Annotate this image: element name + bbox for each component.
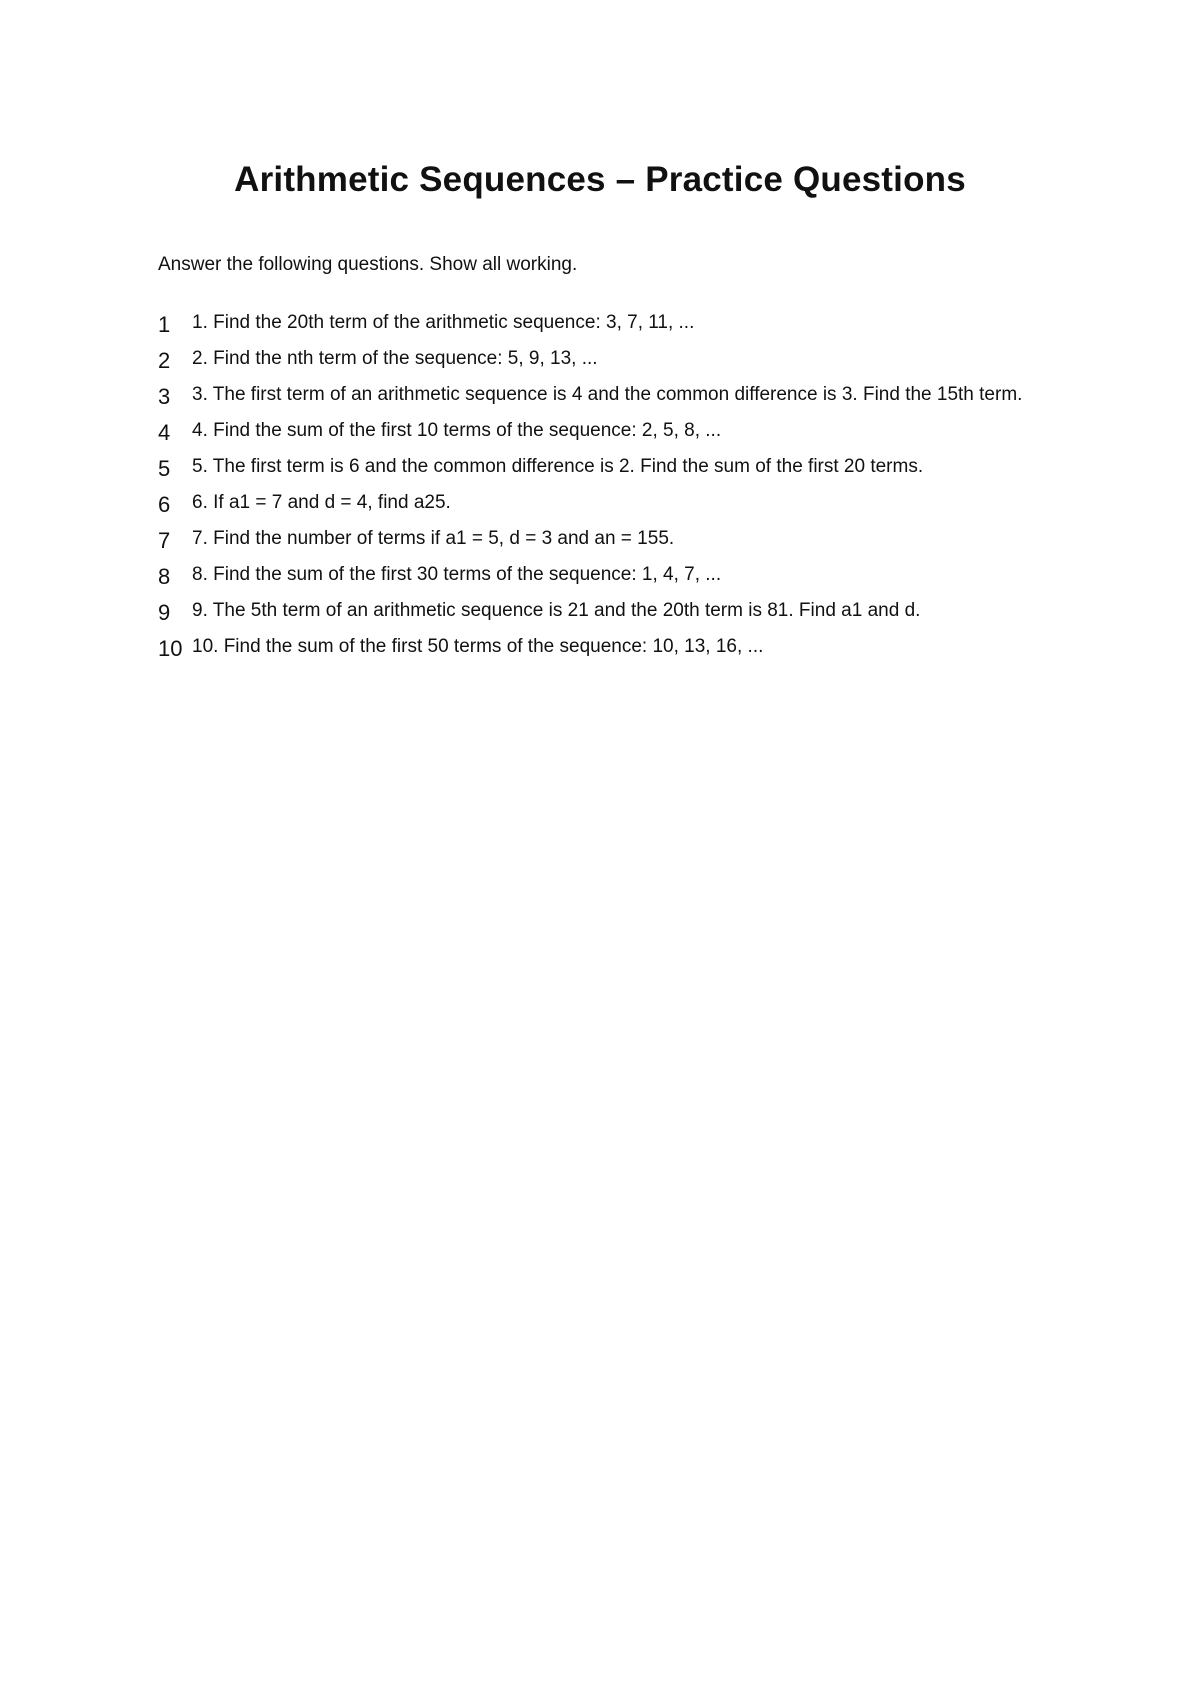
question-number: 6 bbox=[158, 492, 171, 517]
question-number: 4 bbox=[158, 420, 171, 445]
page-title: Arithmetic Sequences – Practice Questions bbox=[234, 160, 966, 199]
question-number: 3 bbox=[158, 384, 171, 409]
question-text: 8. Find the sum of the first 30 terms of the sequence: 1, 4, 7, ... bbox=[192, 564, 722, 585]
question-item bbox=[158, 634, 1038, 659]
question-text: 9. The 5th term of an arithmetic sequence is 21 and the 20th term is 81. Find a1 and d. bbox=[192, 600, 921, 621]
question-text: 2. Find the nth term of the sequence: 5, 9, 13, ... bbox=[192, 348, 598, 369]
question-item bbox=[158, 346, 1038, 371]
question-item bbox=[158, 454, 1038, 479]
question-number: 2 bbox=[158, 348, 171, 373]
question-number: 8 bbox=[158, 564, 171, 589]
question-text: 1. Find the 20th term of the arithmetic sequence: 3, 7, 11, ... bbox=[192, 312, 695, 333]
question-list bbox=[158, 310, 1038, 670]
question-number: 1 bbox=[158, 312, 171, 337]
question-text: 6. If a1 = 7 and d = 4, find a25. bbox=[192, 492, 451, 513]
question-item bbox=[158, 598, 1038, 623]
question-text: 5. The first term is 6 and the common difference is 2. Find the sum of the first 20 terms. bbox=[192, 456, 924, 477]
question-number: 9 bbox=[158, 600, 171, 625]
question-text: 7. Find the number of terms if a1 = 5, d = 3 and an = 155. bbox=[192, 528, 675, 549]
question-number: 10 bbox=[158, 636, 183, 661]
question-item bbox=[158, 310, 1038, 335]
question-item bbox=[158, 526, 1038, 551]
question-text: 3. The first term of an arithmetic sequence is 4 and the common difference is 3. Find the 15th term. bbox=[192, 384, 1023, 405]
question-item bbox=[158, 490, 1038, 515]
question-item bbox=[158, 418, 1038, 443]
question-text: 10. Find the sum of the first 50 terms of the sequence: 10, 13, 16, ... bbox=[192, 636, 764, 657]
instructions-text: Answer the following questions. Show all working. bbox=[158, 254, 578, 275]
question-number: 7 bbox=[158, 528, 171, 553]
question-number: 5 bbox=[158, 456, 171, 481]
question-item bbox=[158, 382, 1038, 407]
question-item bbox=[158, 562, 1038, 587]
question-text: 4. Find the sum of the first 10 terms of the sequence: 2, 5, 8, ... bbox=[192, 420, 722, 441]
